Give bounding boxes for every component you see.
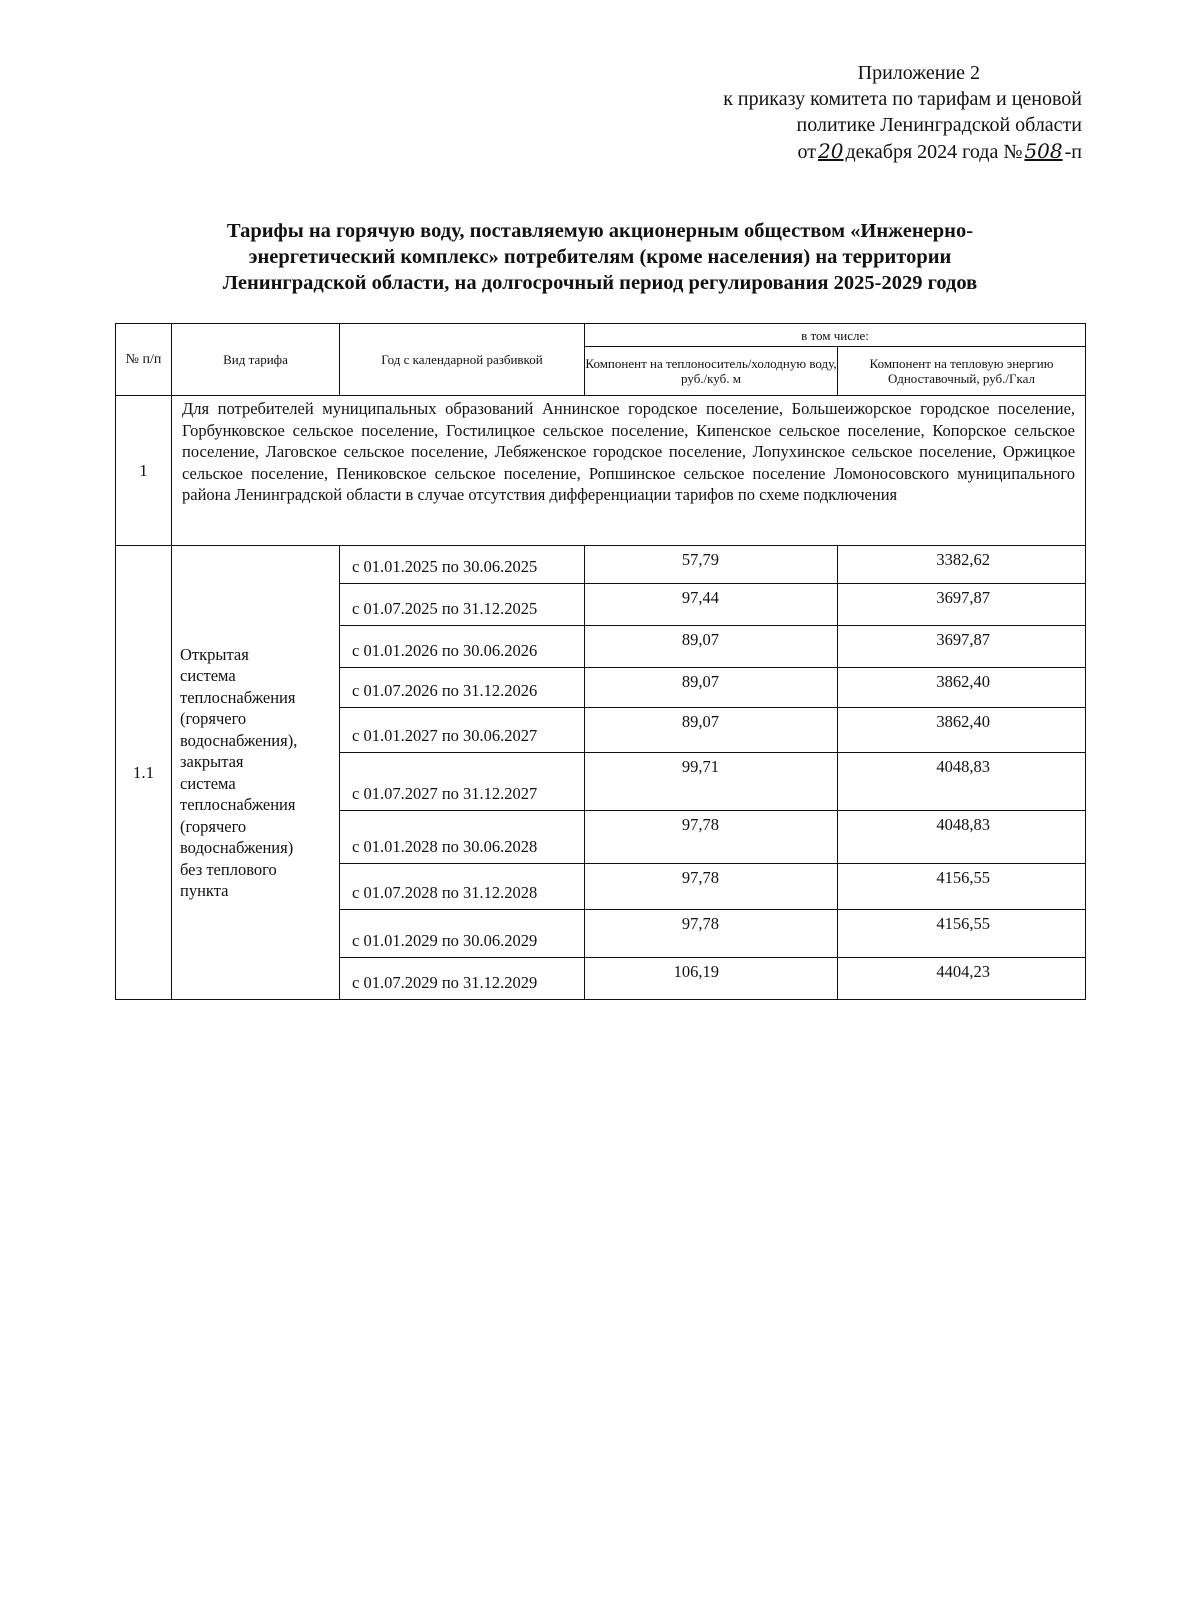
period-cell: с 01.01.2028 по 30.06.2028 (340, 811, 585, 864)
heat-component-cell: 4404,23 (838, 958, 1086, 1000)
subsection-num: 1.1 (116, 546, 172, 1000)
period-cell: с 01.07.2027 по 31.12.2027 (340, 753, 585, 811)
appendix-date-line (622, 138, 1082, 165)
period-cell: с 01.07.2025 по 31.12.2025 (340, 584, 585, 626)
rate-rows (116, 546, 1086, 1000)
header-period: Год с календарной разбивкой (340, 324, 585, 396)
water-component-cell: 57,79 (585, 546, 838, 584)
tariff-type-line: теплоснабжения (180, 687, 296, 707)
handwritten-order-number: 508 (1024, 139, 1063, 163)
water-component-cell: 89,07 (585, 708, 838, 753)
heat-component-cell: 3382,62 (838, 546, 1086, 584)
period-cell: с 01.07.2029 по 31.12.2029 (340, 958, 585, 1000)
table-row (116, 546, 1086, 584)
appendix-order-line: к приказу комитета по тарифам и ценовой (723, 88, 1082, 110)
header-num: № п/п (116, 324, 172, 396)
section-text: Для потребителей муниципальных образований Аннинское городское поселение, Большеижорское городское поселение, Горбунковское сельское поселение, Гостилицкое сельское поселение, Кипенское сельское поселение, Копорское сельское поселение, Лаговское сельское поселение, Лебяженское городское поселение, Лопухинское сельское поселение, Оржицкое сельское поселение, Пениковское сельское поселение, Ропшинское сельское поселение Ломоносовского муниципального района Ленинградской области в случае отсутствия дифференциации тарифов по схеме подключения (172, 396, 1086, 546)
tariff-type-line: водоснабжения), (180, 730, 298, 750)
period-cell: с 01.01.2027 по 30.06.2027 (340, 708, 585, 753)
heat-component-cell: 4048,83 (838, 753, 1086, 811)
title-line: Тарифы на горячую воду, поставляемую акционерным обществом «Инженерно- (226, 220, 974, 242)
heat-component-cell: 3697,87 (838, 584, 1086, 626)
water-component-cell: 99,71 (585, 753, 838, 811)
water-component-cell: 97,44 (585, 584, 838, 626)
header-tariff-type: Вид тарифа (172, 324, 340, 396)
appendix-title: Приложение 2 (857, 62, 980, 84)
tariff-type-line: система (180, 773, 236, 793)
header-component-heat (838, 347, 1086, 396)
tariff-type-text (172, 546, 340, 1000)
period-cell: с 01.01.2029 по 30.06.2029 (340, 910, 585, 958)
date-prefix: от (797, 141, 816, 163)
water-component-cell: 97,78 (585, 864, 838, 910)
heat-component-cell: 3697,87 (838, 626, 1086, 668)
tariff-type-line: пункта (180, 881, 229, 900)
date-middle: декабря 2024 года № (845, 141, 1023, 163)
heat-component-cell: 4048,83 (838, 811, 1086, 864)
handwritten-day: 20 (818, 139, 844, 163)
period-cell: с 01.01.2025 по 30.06.2025 (340, 546, 585, 584)
document-title (115, 218, 1085, 296)
appendix-committee-line: политике Ленинградской области (796, 114, 1082, 136)
tariff-type-line: (горячего (180, 709, 247, 728)
period-cell: с 01.07.2028 по 31.12.2028 (340, 864, 585, 910)
tariff-type-line: закрытая (180, 752, 244, 771)
water-component-cell: 89,07 (585, 626, 838, 668)
tariff-type-line: Открытая (180, 644, 249, 664)
tariff-type-line: без теплового (180, 859, 277, 879)
tariff-type-line: теплоснабжения (180, 795, 296, 814)
title-line: Ленинградской области, на долгосрочный период регулирования 2025-2029 годов (222, 272, 978, 294)
header-heat-line: Одноставочный, руб./Гкал (887, 371, 1036, 386)
heat-component-cell: 4156,55 (838, 864, 1086, 910)
heat-component-cell: 4156,55 (838, 910, 1086, 958)
heat-component-cell: 3862,40 (838, 668, 1086, 708)
tariff-type-line: водоснабжения) (180, 838, 294, 857)
water-component-cell: 106,19 (585, 958, 838, 1000)
appendix-header (622, 60, 1082, 165)
tariff-table (115, 323, 1086, 1000)
header-including: в том числе: (585, 324, 1086, 347)
tariff-type-line: (горячего (180, 816, 247, 836)
header-component-water: Компонент на теплоноситель/холодную воду, руб./куб. м (585, 347, 838, 396)
header-heat-line: Компонент на тепловую энергию (869, 356, 1054, 371)
header-row (116, 324, 1086, 347)
water-component-cell: 97,78 (585, 910, 838, 958)
tariff-type-line: система (180, 666, 236, 685)
water-component-cell: 97,78 (585, 811, 838, 864)
heat-component-cell: 3862,40 (838, 708, 1086, 753)
section-num: 1 (116, 396, 172, 546)
section-row (116, 396, 1086, 546)
period-cell: с 01.01.2026 по 30.06.2026 (340, 626, 585, 668)
period-cell: с 01.07.2026 по 31.12.2026 (340, 668, 585, 708)
water-component-cell: 89,07 (585, 668, 838, 708)
order-number-suffix: -п (1064, 141, 1082, 163)
title-line: энергетический комплекс» потребителям (кроме населения) на территории (248, 246, 952, 268)
